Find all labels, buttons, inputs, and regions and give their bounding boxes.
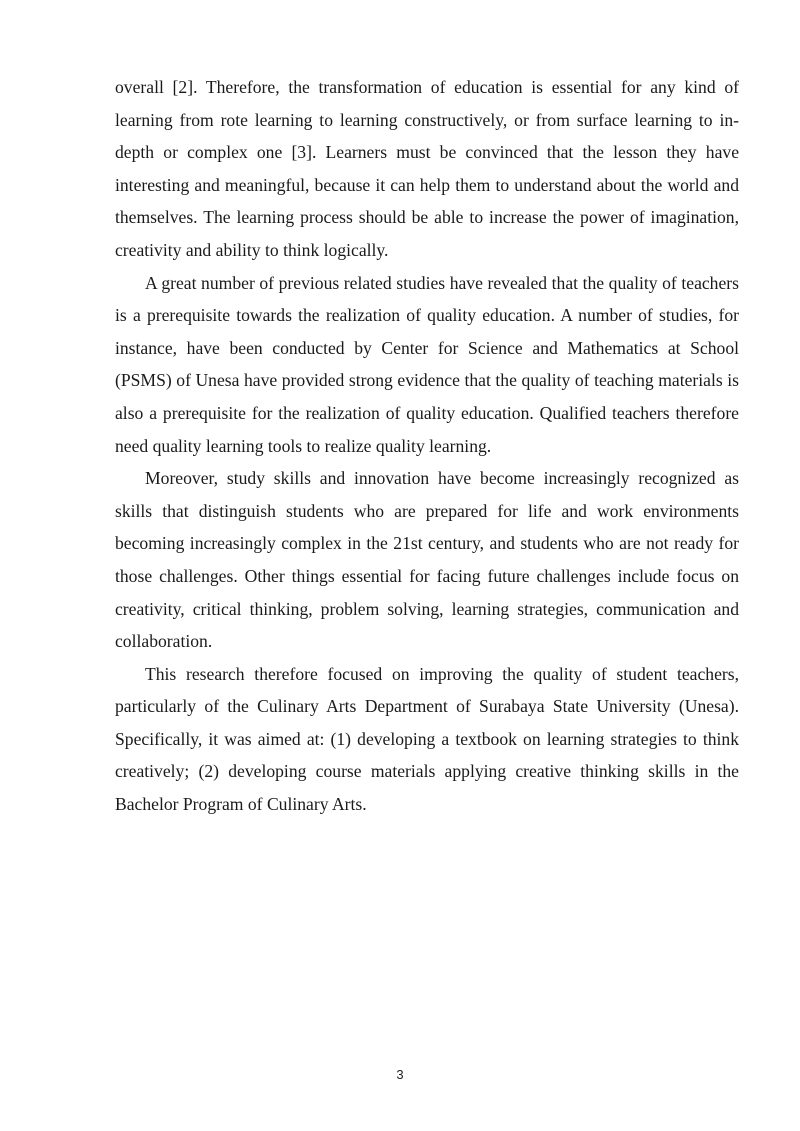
paragraph-continuation: overall [2]. Therefore, the transformation of education is essential for any kind of learning from rote learning to learning constructively, or from surface learning to in-depth or complex one [3]. Learners must be convinced that the lesson they have interesting and meaningful, because it can help them to understand about the world and themselves. The learning process should be able to increase the power of imagination, creativity and ability to think logically. — [115, 77, 739, 260]
page-number: 3 — [396, 1067, 404, 1082]
paragraph-study-skills: Moreover, study skills and innovation have become increasingly recognized as skills that distinguish students who are prepared for life and work environments becoming increasingly complex in the 21st century, and students who are not ready for those challenges. Other things essential for facing future challenges include focus on creativity, critical thinking, problem solving, learning strategies, communication and collaboration. — [115, 468, 739, 652]
paragraph-teacher-quality: A great number of previous related studies have revealed that the quality of teachers is a prerequisite towards the realization of quality education. A number of studies, for instance, have been conducted by Center for Science and Mathematics at School (PSMS) of Unesa have provided strong evidence that the quality of teaching materials is also a prerequisite for the realization of quality education. Qualified teachers therefore need quality learning tools to realize quality learning. — [115, 272, 739, 456]
paragraph-research-aims: This research therefore focused on improving the quality of student teachers, particularly of the Culinary Arts Department of Surabaya State University (Unesa). Specifically, it was aimed at: (1) developing a textbook on learning strategies to think creatively; (2) developing course materials applying creative thinking skills in the Bachelor Program of Culinary Arts. — [115, 663, 739, 815]
body-text — [115, 71, 739, 821]
